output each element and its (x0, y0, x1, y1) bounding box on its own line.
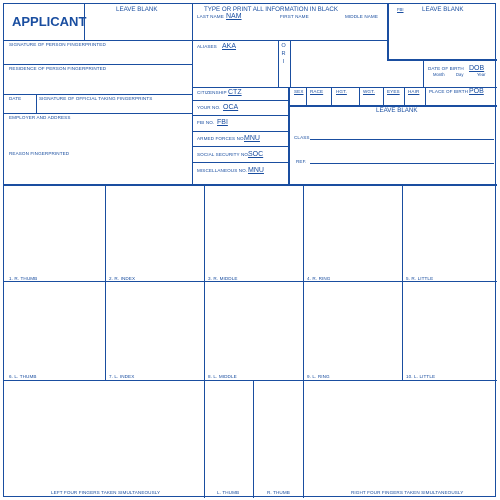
class-label: CLASS (294, 135, 310, 140)
last-name-label: LAST NAME (197, 14, 224, 19)
divider (192, 115, 288, 116)
leave-blank-label: LEAVE BLANK (422, 6, 464, 13)
race-label: RACE (310, 89, 324, 94)
date-of-birth-field[interactable] (427, 78, 495, 86)
reason-label: REASON FINGERPRINTED (9, 151, 70, 156)
finger-label-r-thumb: 1. R. THUMB (9, 276, 38, 281)
your-no-code: OCA (223, 104, 239, 111)
ssn-label: SOCIAL SECURITY NO. (197, 152, 250, 157)
citizenship-label: CITIZENSHIP (197, 90, 227, 95)
sex-label: SEX (294, 89, 304, 94)
finger-label-r-middle: 3. R. MIDDLE (208, 276, 238, 281)
misc-code: MNU (248, 167, 264, 174)
ori-letter: I (282, 59, 285, 65)
divider (4, 40, 387, 41)
finger-label-r-index: 2. R. INDEX (109, 276, 136, 281)
r-thumb-box[interactable] (5, 187, 104, 280)
divider (192, 131, 288, 132)
divider (4, 113, 192, 114)
last-name-code: NAM (226, 13, 242, 20)
ssn-code: SOC (248, 151, 264, 158)
finger-label-r-little: 5. R. LITTLE (406, 276, 434, 281)
l-ring-box[interactable] (304, 282, 401, 379)
divider (4, 94, 192, 95)
r-index-box[interactable] (106, 187, 203, 280)
signature-field[interactable] (8, 48, 188, 63)
place-of-birth-code: POB (469, 88, 484, 95)
first-name-label: FIRST NAME (280, 14, 309, 19)
aliases-field[interactable] (196, 51, 276, 83)
eyes-label: EYES (387, 89, 400, 94)
date-of-birth-code: DOB (469, 65, 485, 72)
height-label: HGT. (336, 89, 347, 94)
divider (331, 87, 332, 105)
middle-name-label: MIDDLE NAME (345, 14, 379, 19)
ori-letter: O (281, 43, 286, 49)
finger-label-l-middle: 8. L. MIDDLE (208, 374, 237, 379)
ref-label: REF. (296, 159, 307, 164)
right-four-label: RIGHT FOUR FINGERS TAKEN SIMULTANEOUSLY (351, 490, 464, 495)
r-middle-box[interactable] (205, 187, 302, 280)
l-thumb-box[interactable] (5, 282, 104, 379)
citizenship-code: CTZ (228, 89, 242, 96)
divider (387, 59, 497, 61)
l-thumb-plain-label: L. THUMB (217, 490, 240, 495)
weight-label: WGT. (363, 89, 375, 94)
divider (383, 87, 384, 105)
divider (310, 163, 494, 164)
fbi-no-label: FBI NO. (197, 120, 215, 125)
l-index-box[interactable] (106, 282, 203, 379)
official-signature-label: SIGNATURE OF OFFICIAL TAKING FINGERPRINTS (39, 96, 153, 101)
divider (192, 87, 497, 88)
aliases-code: AKA (222, 43, 237, 50)
divider (359, 87, 360, 105)
dob-year-label: Year (477, 72, 486, 77)
divider (84, 4, 85, 40)
official-signature-field[interactable] (39, 102, 189, 112)
divider (290, 40, 291, 87)
armed-forces-label: ARMED FORCES NO. (197, 136, 246, 141)
applicant-title: APPLICANT (12, 14, 87, 29)
finger-label-l-index: 7. L. INDEX (109, 374, 135, 379)
r-ring-box[interactable] (304, 187, 401, 280)
date-field[interactable] (8, 102, 34, 112)
divider (4, 64, 192, 65)
misc-label: MISCELLANEOUS NO. (197, 168, 248, 173)
place-of-birth-label: PLACE OF BIRTH (429, 89, 469, 94)
dob-month-label: Month (433, 72, 445, 77)
r-thumb-plain-box[interactable] (254, 381, 302, 497)
divider (192, 100, 288, 101)
armed-forces-code: MNU (244, 135, 260, 142)
l-thumb-plain-box[interactable] (205, 381, 252, 497)
fbi-small-label: FBI (397, 7, 404, 12)
fbi-no-code: FBI (217, 119, 228, 126)
divider (278, 40, 279, 87)
signature-label: SIGNATURE OF PERSON FINGERPRINTED (9, 42, 106, 47)
name-field[interactable] (197, 20, 387, 40)
divider (387, 4, 389, 61)
r-thumb-plain-label: R. THUMB (267, 490, 290, 495)
finger-label-l-little: 10. L. LITTLE (406, 374, 436, 379)
divider (288, 87, 290, 186)
divider (423, 61, 424, 87)
date-of-birth-label: DATE OF BIRTH (428, 66, 464, 71)
divider (425, 87, 426, 105)
employer-field[interactable] (8, 121, 188, 146)
ori-letter: R (281, 51, 286, 57)
employer-label: EMPLOYER AND ADDRESS (9, 115, 71, 120)
finger-label-r-ring: 4. R. RING (307, 276, 331, 281)
residence-label: RESIDENCE OF PERSON FINGERPRINTED (9, 66, 107, 71)
instruction-label: TYPE OR PRINT ALL INFORMATION IN BLACK (204, 6, 338, 13)
left-four-label: LEFT FOUR FINGERS TAKEN SIMULTANEOUSLY (51, 490, 161, 495)
aliases-label: ALIASES (197, 44, 217, 49)
r-little-box[interactable] (403, 187, 496, 280)
date-label: DATE (9, 96, 22, 101)
divider (310, 139, 494, 140)
divider (404, 87, 405, 105)
finger-label-l-thumb: 6. L. THUMB (9, 374, 37, 379)
left-four-box[interactable] (5, 381, 203, 497)
divider (192, 146, 288, 147)
divider (306, 87, 307, 105)
leave-blank-label: LEAVE BLANK (116, 6, 158, 13)
divider (192, 4, 193, 149)
finger-label-l-ring: 9. L. RING (307, 374, 330, 379)
leave-blank-label: LEAVE BLANK (376, 107, 418, 114)
your-no-label: YOUR NO. (197, 105, 221, 110)
residence-field[interactable] (8, 72, 188, 92)
reason-field[interactable] (8, 157, 188, 182)
fingerprint-card (3, 3, 496, 497)
hair-label: HAIR (408, 89, 420, 94)
l-middle-box[interactable] (205, 282, 302, 379)
divider (36, 94, 37, 113)
divider (192, 162, 288, 163)
l-little-box[interactable] (403, 282, 496, 379)
divider (192, 149, 193, 186)
right-four-box[interactable] (304, 381, 496, 497)
dob-day-label: Day (456, 72, 464, 77)
